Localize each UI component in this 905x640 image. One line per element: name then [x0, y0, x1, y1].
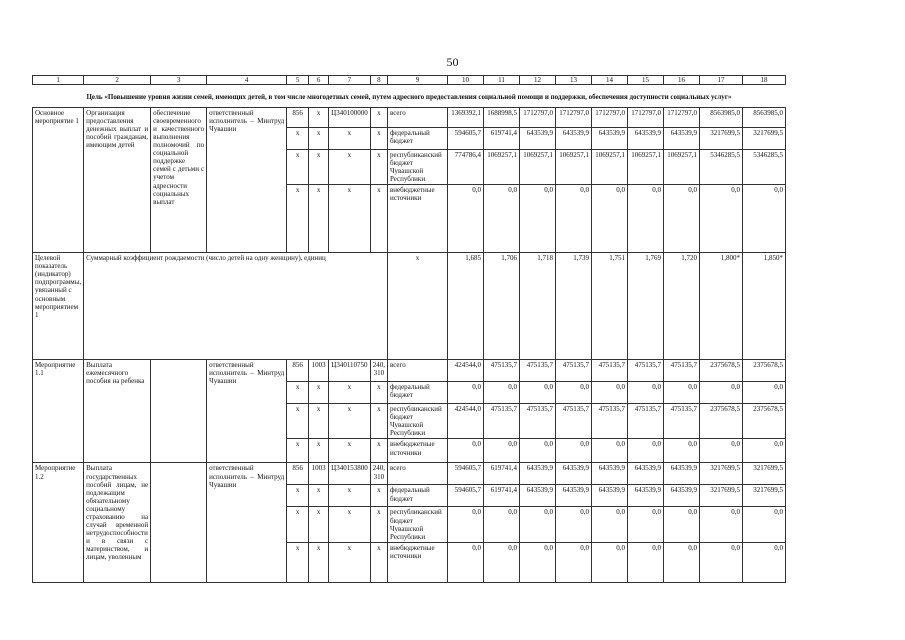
amount-value: 475135,7 — [627, 404, 663, 439]
funding-source: всего — [387, 360, 447, 382]
amount-value: 1069257,1 — [591, 150, 627, 185]
block-description: Выплата ежемесячного пособия на ребенка — [84, 360, 151, 463]
amount-value: 3217699,5 — [699, 463, 742, 485]
target-item-code: x — [329, 439, 371, 463]
amount-value: 643539,9 — [555, 128, 591, 150]
funding-source: федеральный бюджет — [387, 128, 447, 150]
column-number: 11 — [483, 76, 519, 85]
amount-value: 0,0 — [663, 185, 699, 253]
amount-value: 0,0 — [447, 542, 483, 582]
amount-value: 594605,7 — [447, 128, 483, 150]
grbs-code: x — [287, 439, 309, 463]
indicator-value: 1,718 — [519, 253, 555, 360]
section-code: 1003 — [309, 463, 329, 485]
target-item-code: Ц340110750 — [329, 360, 371, 382]
funding-source: всего — [387, 463, 447, 485]
target-item-code: x — [329, 382, 371, 404]
amount-value: 475135,7 — [627, 360, 663, 382]
section-code: x — [309, 128, 329, 150]
grbs-code: x — [287, 507, 309, 542]
amount-value: 3217699,5 — [742, 128, 785, 150]
amount-value: 643539,9 — [519, 463, 555, 485]
section-code: x — [309, 382, 329, 404]
amount-value: 643539,9 — [519, 485, 555, 507]
amount-value: 0,0 — [699, 439, 742, 463]
section-code: x — [309, 542, 329, 582]
block-goal: обеспечение своевременного и качественного выполнения полномочий по социальной поддержке семей с детьми с учетом адресности социальных выплат — [151, 108, 207, 253]
funding-source: внебюджетные источники — [387, 542, 447, 582]
amount-value: 0,0 — [627, 382, 663, 404]
budget-table — [32, 75, 786, 583]
target-item-code: Ц340100000 — [329, 108, 371, 128]
amount-value: 0,0 — [519, 542, 555, 582]
expense-type-code: x — [370, 150, 387, 185]
section-code: x — [309, 404, 329, 439]
amount-value: 1712797,0 — [663, 108, 699, 128]
amount-value: 1069257,1 — [555, 150, 591, 185]
grbs-code: x — [287, 382, 309, 404]
amount-value: 8563985,0 — [699, 108, 742, 128]
block-goal-empty — [151, 360, 207, 463]
grbs-code: x — [287, 185, 309, 253]
amount-value: 0,0 — [742, 507, 785, 542]
amount-value: 643539,9 — [519, 128, 555, 150]
amount-value: 0,0 — [699, 542, 742, 582]
target-item-code: x — [329, 185, 371, 253]
grbs-code: x — [287, 128, 309, 150]
block-description: Организация предоставления денежных выплат и пособий гражданам, имеющим детей — [84, 108, 151, 253]
amount-value: 475135,7 — [591, 360, 627, 382]
amount-value: 0,0 — [555, 382, 591, 404]
amount-value: 0,0 — [591, 185, 627, 253]
amount-value: 643539,9 — [555, 485, 591, 507]
indicator-value: 1,739 — [555, 253, 591, 360]
amount-value: 475135,7 — [483, 360, 519, 382]
block-title: Мероприятие 1.2 — [33, 463, 84, 582]
indicator-value: 1,751 — [591, 253, 627, 360]
indicator-value: 1,706 — [483, 253, 519, 360]
amount-value: 475135,7 — [519, 360, 555, 382]
amount-value: 0,0 — [627, 439, 663, 463]
column-number: 3 — [151, 76, 207, 85]
block-description: Выплата государственных пособий лицам, не подлежащим обязательному социальному страхованию на случай временной нетрудоспособности и в связи с материнством, и лицам, уволенным — [84, 463, 151, 582]
amount-value: 0,0 — [591, 382, 627, 404]
indicator-text: Суммарный коэффициент рождаемости (число детей на одну женщину), единиц — [84, 253, 388, 360]
target-item-code: x — [329, 485, 371, 507]
amount-value: 774786,4 — [447, 150, 483, 185]
amount-value: 0,0 — [627, 507, 663, 542]
block-title: Мероприятие 1.1 — [33, 360, 84, 463]
amount-value: 0,0 — [519, 507, 555, 542]
amount-value: 475135,7 — [555, 360, 591, 382]
indicator-value: 1,720 — [663, 253, 699, 360]
column-number: 7 — [329, 76, 371, 85]
amount-value: 0,0 — [483, 185, 519, 253]
amount-value: 0,0 — [519, 382, 555, 404]
expense-type-code: x — [370, 108, 387, 128]
expense-type-code: x — [370, 439, 387, 463]
section-code: x — [309, 439, 329, 463]
funding-source: республиканский бюджет Чувашской Республики — [387, 404, 447, 439]
amount-value: 0,0 — [663, 542, 699, 582]
column-number: 15 — [627, 76, 663, 85]
grbs-code: x — [287, 542, 309, 582]
amount-value: 2375678,5 — [742, 360, 785, 382]
block-goal-empty — [151, 463, 207, 582]
amount-value: 594605,7 — [447, 485, 483, 507]
amount-value: 1069257,1 — [519, 150, 555, 185]
indicator-value: 1,850* — [742, 253, 785, 360]
amount-value: 1069257,1 — [483, 150, 519, 185]
funding-source: внебюджетные источники — [387, 439, 447, 463]
amount-value: 0,0 — [742, 439, 785, 463]
indicator-title: Целевой показатель (индикатор) подпрограммы, увязанный с основным мероприятием 1 — [33, 253, 84, 360]
finance-row — [33, 360, 786, 382]
amount-value: 1712797,0 — [519, 108, 555, 128]
target-item-code: x — [329, 542, 371, 582]
amount-value: 0,0 — [742, 185, 785, 253]
target-item-code: x — [329, 507, 371, 542]
amount-value: 0,0 — [447, 439, 483, 463]
amount-value: 475135,7 — [663, 360, 699, 382]
column-number: 9 — [387, 76, 447, 85]
amount-value: 1688998,5 — [483, 108, 519, 128]
section-code: x — [309, 150, 329, 185]
amount-value: 619741,4 — [483, 485, 519, 507]
amount-value: 594605,7 — [447, 463, 483, 485]
expense-type-code: 240, 310 — [370, 463, 387, 485]
amount-value: 643539,9 — [591, 485, 627, 507]
grbs-code: x — [287, 485, 309, 507]
column-number: 12 — [519, 76, 555, 85]
amount-value: 643539,9 — [555, 463, 591, 485]
amount-value: 0,0 — [483, 382, 519, 404]
block-executor: ответственный исполнитель – Минтруд Чувашии — [207, 108, 287, 253]
amount-value: 0,0 — [483, 507, 519, 542]
target-item-code: Ц340153800 — [329, 463, 371, 485]
column-number: 10 — [447, 76, 483, 85]
amount-value: 619741,4 — [483, 128, 519, 150]
column-number: 8 — [370, 76, 387, 85]
amount-value: 0,0 — [555, 439, 591, 463]
expense-type-code: 240, 310 — [370, 360, 387, 382]
indicator-value: 1,685 — [447, 253, 483, 360]
amount-value: 0,0 — [591, 439, 627, 463]
amount-value: 0,0 — [555, 507, 591, 542]
amount-value: 0,0 — [447, 507, 483, 542]
amount-value: 5346285,5 — [742, 150, 785, 185]
amount-value: 2375678,5 — [699, 360, 742, 382]
amount-value: 8563985,0 — [742, 108, 785, 128]
section-code: 1003 — [309, 360, 329, 382]
column-number: 4 — [207, 76, 287, 85]
amount-value: 0,0 — [742, 382, 785, 404]
amount-value: 643539,9 — [627, 463, 663, 485]
amount-value: 0,0 — [742, 542, 785, 582]
funding-source: республиканский бюджет Чувашской Республики — [387, 150, 447, 185]
expense-type-code: x — [370, 128, 387, 150]
block-executor: ответственный исполнитель – Минтруд Чувашии — [207, 463, 287, 582]
amount-value: 1712797,0 — [591, 108, 627, 128]
finance-row — [33, 463, 786, 485]
amount-value: 643539,9 — [591, 463, 627, 485]
amount-value: 0,0 — [447, 185, 483, 253]
amount-value: 0,0 — [555, 542, 591, 582]
amount-value: 475135,7 — [483, 404, 519, 439]
grbs-code: x — [287, 404, 309, 439]
funding-source: внебюджетные источники — [387, 185, 447, 253]
amount-value: 0,0 — [447, 382, 483, 404]
section-code: x — [309, 108, 329, 128]
indicator-value: 1,769 — [627, 253, 663, 360]
amount-value: 3217699,5 — [742, 485, 785, 507]
amount-value: 0,0 — [483, 439, 519, 463]
column-number: 1 — [33, 76, 84, 85]
finance-row — [33, 108, 786, 128]
indicator-mark: x — [387, 253, 447, 360]
column-number: 14 — [591, 76, 627, 85]
indicator-value: 1,800* — [699, 253, 742, 360]
amount-value: 5346285,5 — [699, 150, 742, 185]
section-code: x — [309, 185, 329, 253]
block-executor: ответственный исполнитель – Минтруд Чувашии — [207, 360, 287, 463]
amount-value: 424544,0 — [447, 404, 483, 439]
target-item-code: x — [329, 128, 371, 150]
grbs-code: 856 — [287, 360, 309, 382]
amount-value: 475135,7 — [663, 404, 699, 439]
amount-value: 3217699,5 — [742, 463, 785, 485]
amount-value: 1712797,0 — [555, 108, 591, 128]
funding-source: республиканский бюджет Чувашской Республики — [387, 507, 447, 542]
target-item-code: x — [329, 404, 371, 439]
amount-value: 0,0 — [555, 185, 591, 253]
amount-value: 619741,4 — [483, 463, 519, 485]
amount-value: 0,0 — [699, 185, 742, 253]
expense-type-code: x — [370, 404, 387, 439]
column-number: 5 — [287, 76, 309, 85]
amount-value: 0,0 — [663, 382, 699, 404]
amount-value: 0,0 — [519, 185, 555, 253]
amount-value: 424544,0 — [447, 360, 483, 382]
amount-value: 0,0 — [627, 185, 663, 253]
grbs-code: 856 — [287, 463, 309, 485]
amount-value: 0,0 — [591, 507, 627, 542]
funding-source: федеральный бюджет — [387, 485, 447, 507]
amount-value: 0,0 — [627, 542, 663, 582]
expense-type-code: x — [370, 485, 387, 507]
amount-value: 643539,9 — [663, 463, 699, 485]
amount-value: 475135,7 — [519, 404, 555, 439]
column-number: 2 — [84, 76, 151, 85]
block-title: Основное мероприятие 1 — [33, 108, 84, 253]
section-code: x — [309, 507, 329, 542]
amount-value: 3217699,5 — [699, 485, 742, 507]
section-code: x — [309, 485, 329, 507]
expense-type-code: x — [370, 382, 387, 404]
amount-value: 0,0 — [699, 507, 742, 542]
column-number: 18 — [742, 76, 785, 85]
amount-value: 2375678,5 — [742, 404, 785, 439]
column-number: 17 — [699, 76, 742, 85]
amount-value: 643539,9 — [627, 485, 663, 507]
grbs-code: 856 — [287, 108, 309, 128]
page-number: 50 — [446, 55, 459, 69]
amount-value: 0,0 — [519, 439, 555, 463]
goal-text: Цель «Повышение уровня жизни семей, имеющих детей, в том числе многодетных семей, путем адресного предоставления социальной помощи и поддержки, обеспечения доступности социальных услуг» — [33, 85, 786, 108]
expense-type-code: x — [370, 542, 387, 582]
amount-value: 3217699,5 — [699, 128, 742, 150]
amount-value: 1369392,1 — [447, 108, 483, 128]
amount-value: 0,0 — [663, 507, 699, 542]
expense-type-code: x — [370, 507, 387, 542]
amount-value: 1712797,0 — [627, 108, 663, 128]
amount-value: 643539,9 — [663, 485, 699, 507]
goal-row — [33, 85, 786, 108]
amount-value: 0,0 — [663, 439, 699, 463]
amount-value: 0,0 — [483, 542, 519, 582]
column-number: 13 — [555, 76, 591, 85]
amount-value: 643539,9 — [591, 128, 627, 150]
indicator-row — [33, 253, 786, 360]
amount-value: 1069257,1 — [663, 150, 699, 185]
funding-source: всего — [387, 108, 447, 128]
column-number-row — [33, 76, 786, 85]
amount-value: 643539,9 — [627, 128, 663, 150]
amount-value: 0,0 — [591, 542, 627, 582]
amount-value: 0,0 — [699, 382, 742, 404]
amount-value: 643539,9 — [663, 128, 699, 150]
column-number: 16 — [663, 76, 699, 85]
amount-value: 2375678,5 — [699, 404, 742, 439]
grbs-code: x — [287, 150, 309, 185]
amount-value: 475135,7 — [591, 404, 627, 439]
amount-value: 1069257,1 — [627, 150, 663, 185]
expense-type-code: x — [370, 185, 387, 253]
funding-source: федеральный бюджет — [387, 382, 447, 404]
target-item-code: x — [329, 150, 371, 185]
column-number: 6 — [309, 76, 329, 85]
amount-value: 475135,7 — [555, 404, 591, 439]
